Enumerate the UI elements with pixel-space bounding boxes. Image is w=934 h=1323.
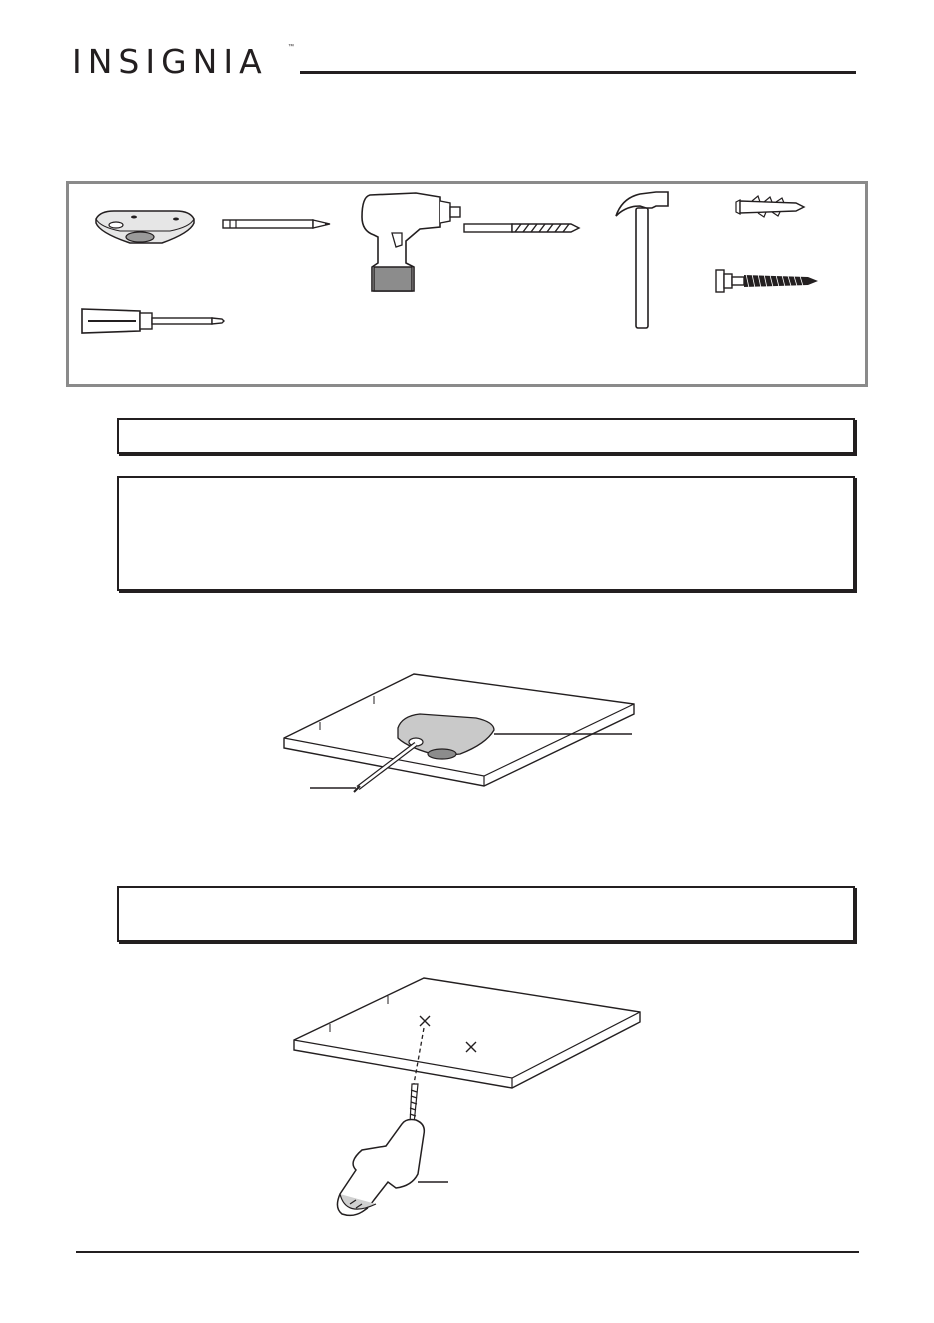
trademark-symbol: ™: [288, 44, 294, 50]
screwdriver-icon: [80, 305, 226, 335]
footer-rule: [76, 1251, 859, 1253]
mark-ceiling-illustration: [280, 668, 640, 798]
pencil-icon: [222, 218, 332, 230]
drill-ceiling-illustration: [290, 974, 650, 1224]
brand-logo: INSIGNIA: [72, 42, 268, 81]
wall-anchor-icon: [734, 196, 806, 218]
instruction-box-1: [117, 418, 855, 454]
instruction-box-3: [117, 886, 855, 942]
mounting-plate-icon: [90, 205, 202, 250]
power-drill-icon: [356, 187, 466, 295]
hammer-icon: [612, 186, 672, 332]
header-rule: [300, 71, 856, 74]
instruction-box-2: [117, 476, 855, 591]
drill-bit-icon: [463, 221, 581, 235]
lag-screw-icon: [714, 266, 820, 296]
